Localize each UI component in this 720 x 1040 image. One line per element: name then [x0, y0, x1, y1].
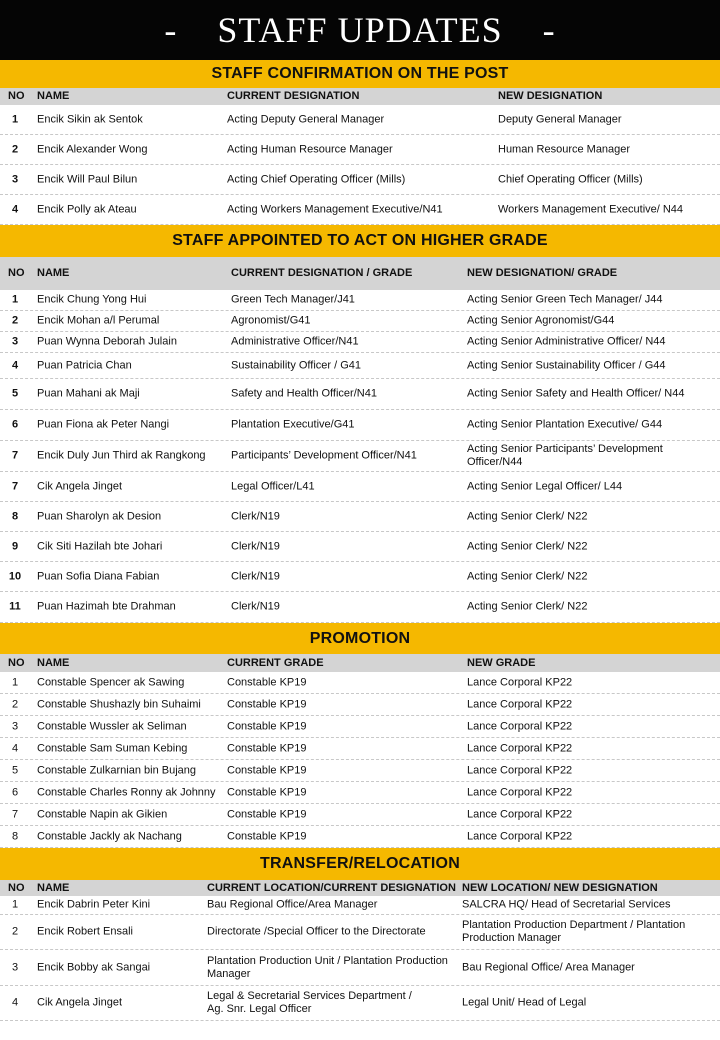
staff-name: Constable Wussler ak Seliman — [37, 720, 187, 732]
new-value: Lance Corporal KP22 — [467, 808, 573, 820]
staff-name: Puan Mahani ak Maji — [37, 387, 140, 400]
current-value: Clerk/N19 — [231, 600, 280, 613]
row-number: 3 — [11, 173, 19, 185]
column-header: NEW LOCATION/ NEW DESIGNATION — [462, 881, 658, 894]
row-number: 8 — [11, 510, 19, 522]
current-value: Constable KP19 — [227, 786, 307, 798]
table-row — [0, 694, 720, 716]
row-number: 3 — [11, 720, 19, 732]
new-value: Plantation Production Department / Plantation Production Manager — [462, 919, 686, 944]
section-title: TRANSFER/RELOCATION — [0, 848, 720, 880]
staff-name: Puan Patricia Chan — [37, 359, 132, 371]
current-value: Legal Officer/L41 — [231, 480, 315, 492]
column-header-row — [0, 257, 720, 290]
table-row — [0, 950, 720, 986]
new-value: Acting Senior Legal Officer/ L44 — [467, 480, 623, 492]
current-value: Acting Deputy General Manager — [227, 113, 385, 125]
table-row — [0, 738, 720, 760]
new-value: Acting Senior Clerk/ N22 — [467, 510, 588, 522]
staff-name: Encik Bobby ak Sangai — [37, 961, 151, 973]
new-value: Acting Senior Clerk/ N22 — [467, 600, 588, 613]
row-number: 9 — [11, 540, 19, 552]
current-value: Constable KP19 — [227, 830, 307, 842]
table-row — [0, 410, 720, 441]
table-row — [0, 332, 720, 353]
row-number: 7 — [11, 808, 19, 820]
table-row — [0, 562, 720, 592]
column-header: NAME — [37, 881, 70, 894]
new-value: Lance Corporal KP22 — [467, 676, 573, 688]
column-header: CURRENT LOCATION/CURRENT DESIGNATION — [207, 881, 456, 894]
row-number: 4 — [11, 996, 19, 1009]
column-header: NO — [8, 881, 25, 894]
staff-name: Constable Napin ak Gikien — [37, 808, 168, 820]
current-value: Acting Human Resource Manager — [227, 143, 393, 155]
staff-name: Encik Robert Ensali — [37, 925, 133, 938]
new-value: Workers Management Executive/ N44 — [498, 203, 684, 215]
column-header: NO — [8, 267, 25, 279]
row-number: 7 — [11, 449, 19, 462]
staff-name: Cik Angela Jinget — [37, 996, 122, 1009]
staff-name: Encik Mohan a/l Perumal — [37, 314, 160, 327]
current-value: Constable KP19 — [227, 808, 307, 820]
column-header: NEW DESIGNATION — [498, 90, 603, 102]
table-row — [0, 165, 720, 195]
staff-name: Constable Sam Suman Kebing — [37, 742, 188, 754]
staff-name: Puan Hazimah bte Drahman — [37, 600, 176, 613]
new-value: Legal Unit/ Head of Legal — [462, 996, 587, 1009]
table-row — [0, 379, 720, 410]
column-header: NO — [8, 656, 25, 669]
current-value: Safety and Health Officer/N41 — [231, 387, 377, 400]
row-number: 5 — [11, 764, 19, 776]
staff-name: Cik Angela Jinget — [37, 480, 122, 492]
current-value: Directorate /Special Officer to the Directorate — [207, 925, 426, 938]
table-row — [0, 896, 720, 915]
new-value: Acting Senior Clerk/ N22 — [467, 540, 588, 552]
row-number: 2 — [11, 143, 19, 155]
row-number: 6 — [11, 786, 19, 798]
column-header-row — [0, 880, 720, 896]
column-header: CURRENT DESIGNATION / GRADE — [231, 267, 413, 279]
table-row — [0, 716, 720, 738]
section-title: PROMOTION — [0, 623, 720, 654]
new-value: Lance Corporal KP22 — [467, 764, 573, 776]
current-value: Constable KP19 — [227, 764, 307, 776]
row-number: 2 — [11, 925, 19, 938]
staff-name: Encik Alexander Wong — [37, 143, 148, 155]
new-value: Lance Corporal KP22 — [467, 698, 573, 710]
current-value: Legal & Secretarial Services Department / Ag. Snr. Legal Officer — [207, 990, 412, 1015]
new-value: Acting Senior Agronomist/G44 — [467, 314, 615, 327]
staff-name: Puan Fiona ak Peter Nangi — [37, 418, 170, 431]
current-value: Agronomist/G41 — [231, 314, 311, 327]
column-header: NEW GRADE — [467, 656, 536, 669]
current-value: Constable KP19 — [227, 720, 307, 732]
row-number: 3 — [11, 961, 19, 973]
new-value: Bau Regional Office/ Area Manager — [462, 961, 635, 973]
new-value: Lance Corporal KP22 — [467, 786, 573, 798]
column-header: NAME — [37, 90, 70, 102]
staff-name: Constable Jackly ak Nachang — [37, 830, 182, 842]
staff-name: Encik Sikin ak Sentok — [37, 113, 143, 125]
table-row — [0, 135, 720, 165]
staff-name: Encik Dabrin Peter Kini — [37, 898, 151, 911]
current-value: Plantation Executive/G41 — [231, 418, 355, 431]
table-row — [0, 915, 720, 950]
table-row — [0, 472, 720, 502]
table-row — [0, 986, 720, 1021]
new-value: SALCRA HQ/ Head of Secretarial Services — [462, 898, 671, 911]
row-number: 4 — [11, 742, 19, 754]
column-header: CURRENT GRADE — [227, 656, 324, 669]
current-value: Administrative Officer/N41 — [231, 335, 359, 348]
new-value: Chief Operating Officer (Mills) — [498, 173, 643, 185]
staff-name: Encik Duly Jun Third ak Rangkong — [37, 449, 206, 462]
column-header-row — [0, 654, 720, 672]
row-number: 5 — [11, 387, 19, 400]
row-number: 7 — [11, 480, 19, 492]
column-header: NO — [8, 90, 25, 102]
column-header: CURRENT DESIGNATION — [227, 90, 360, 102]
transfer-section — [0, 848, 720, 1021]
new-value: Human Resource Manager — [498, 143, 631, 155]
staff-name: Puan Sofia Diana Fabian — [37, 570, 160, 582]
table-row — [0, 592, 720, 623]
section-title: STAFF CONFIRMATION ON THE POST — [0, 60, 720, 88]
promotion-section — [0, 623, 720, 848]
section-title: STAFF APPOINTED TO ACT ON HIGHER GRADE — [0, 225, 720, 257]
table-row — [0, 105, 720, 135]
staff-name: Puan Wynna Deborah Julain — [37, 335, 177, 348]
staff-name: Encik Chung Yong Hui — [37, 293, 147, 306]
new-value: Acting Senior Safety and Health Officer/ N44 — [467, 387, 685, 400]
new-value: Lance Corporal KP22 — [467, 720, 573, 732]
row-number: 1 — [11, 898, 19, 911]
row-number: 4 — [11, 359, 19, 371]
current-value: Plantation Production Unit / Plantation Production Manager — [207, 954, 448, 980]
new-value: Acting Senior Participants’ Development Officer/N44 — [467, 443, 663, 468]
staff-name: Encik Will Paul Bilun — [37, 173, 138, 185]
staff-name: Puan Sharolyn ak Desion — [37, 510, 162, 522]
current-value: Constable KP19 — [227, 742, 307, 754]
table-row — [0, 311, 720, 332]
current-value: Constable KP19 — [227, 698, 307, 710]
row-number: 1 — [11, 293, 19, 306]
staff-name: Encik Polly ak Ateau — [37, 203, 137, 215]
acting-section — [0, 225, 720, 623]
sections-container — [0, 60, 720, 1021]
current-value: Acting Workers Management Executive/N41 — [227, 203, 443, 215]
new-value: Acting Senior Plantation Executive/ G44 — [467, 418, 663, 431]
staff-name: Constable Charles Ronny ak Johnny — [37, 786, 216, 798]
row-number: 1 — [11, 113, 19, 125]
row-number: 2 — [11, 314, 19, 327]
confirmation-section — [0, 60, 720, 225]
current-value: Sustainability Officer / G41 — [231, 359, 362, 371]
new-value: Acting Senior Administrative Officer/ N44 — [467, 335, 666, 348]
column-header-row — [0, 88, 720, 105]
new-value: Acting Senior Sustainability Officer / G44 — [467, 359, 666, 371]
table-row — [0, 532, 720, 562]
staff-name: Constable Shushazly bin Suhaimi — [37, 698, 201, 710]
row-number: 2 — [11, 698, 19, 710]
current-value: Bau Regional Office/Area Manager — [207, 898, 378, 911]
row-number: 10 — [8, 570, 22, 582]
table-row — [0, 782, 720, 804]
current-value: Green Tech Manager/J41 — [231, 293, 355, 306]
column-header: NEW DESIGNATION/ GRADE — [467, 267, 618, 279]
table-row — [0, 195, 720, 225]
current-value: Participants’ Development Officer/N41 — [231, 449, 417, 462]
row-number: 8 — [11, 830, 19, 842]
table-row — [0, 804, 720, 826]
new-value: Acting Senior Green Tech Manager/ J44 — [467, 293, 663, 306]
row-number: 1 — [11, 676, 19, 688]
table-row — [0, 353, 720, 379]
current-value: Clerk/N19 — [231, 570, 280, 582]
row-number: 6 — [11, 418, 19, 431]
staff-name: Constable Spencer ak Sawing — [37, 676, 185, 688]
new-value: Lance Corporal KP22 — [467, 830, 573, 842]
column-header: NAME — [37, 267, 70, 279]
table-row — [0, 760, 720, 782]
row-number: 3 — [11, 335, 19, 348]
table-row — [0, 826, 720, 848]
current-value: Clerk/N19 — [231, 510, 280, 522]
new-value: Deputy General Manager — [498, 113, 622, 125]
current-value: Constable KP19 — [227, 676, 307, 688]
table-row — [0, 441, 720, 472]
column-header: NAME — [37, 656, 70, 669]
page-title: - STAFF UPDATES - — [0, 0, 720, 60]
staff-name: Cik Siti Hazilah bte Johari — [37, 540, 163, 552]
new-value: Acting Senior Clerk/ N22 — [467, 570, 588, 582]
current-value: Acting Chief Operating Officer (Mills) — [227, 173, 406, 185]
table-row — [0, 672, 720, 694]
row-number: 11 — [9, 600, 21, 613]
current-value: Clerk/N19 — [231, 540, 280, 552]
new-value: Lance Corporal KP22 — [467, 742, 573, 754]
table-row — [0, 290, 720, 311]
table-row — [0, 502, 720, 532]
row-number: 4 — [11, 203, 19, 215]
staff-name: Constable Zulkarnian bin Bujang — [37, 764, 196, 776]
